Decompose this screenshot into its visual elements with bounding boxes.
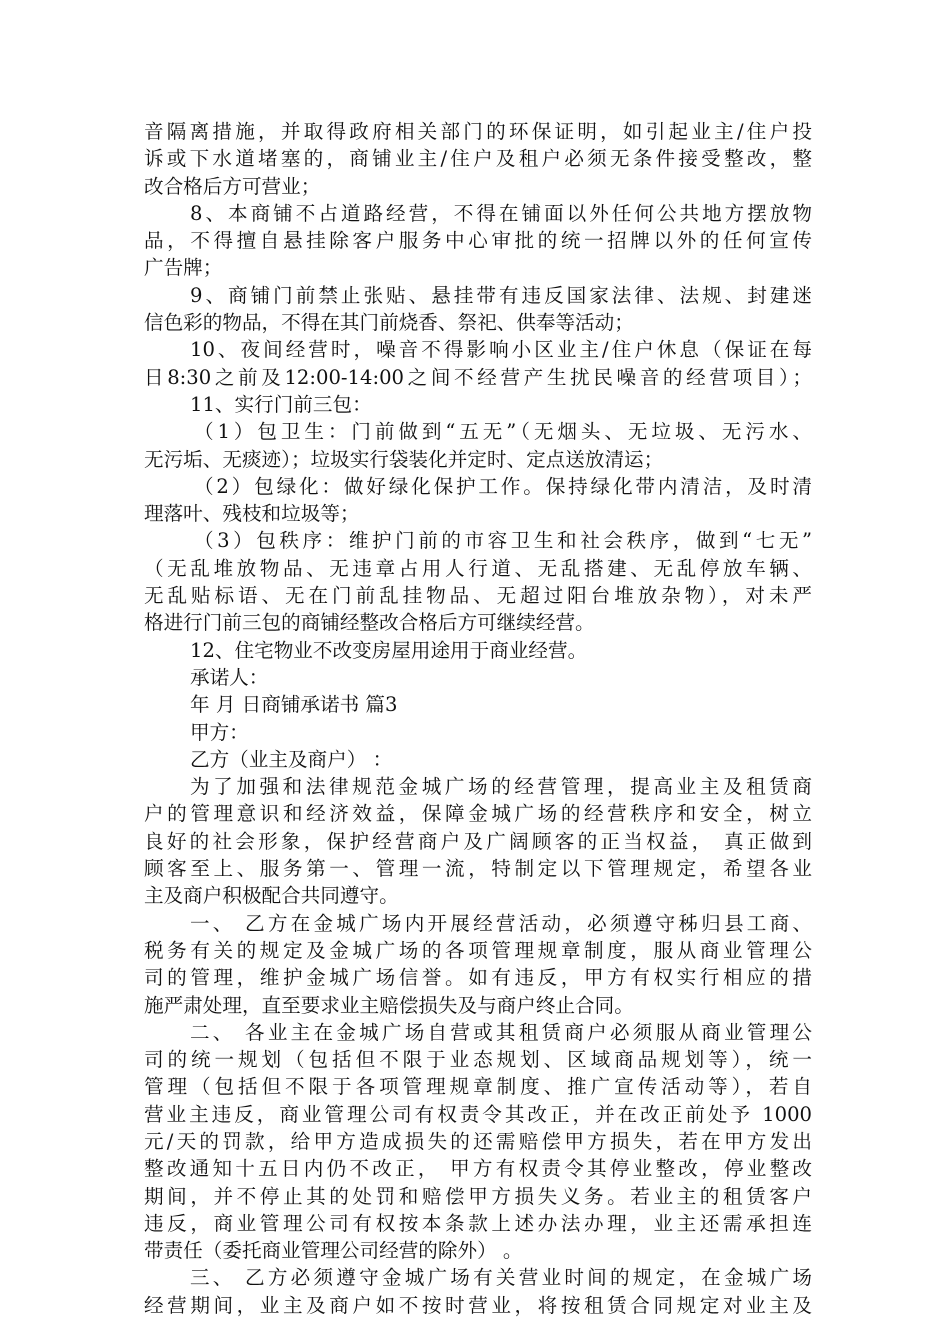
text-line: 承诺人： <box>190 665 269 689</box>
text-line: 营业主违反，商业管理公司有权责令其改正，并在改正前处予 1000 <box>144 1102 812 1126</box>
text-line: （无乱堆放物品、无违章占用人行道、无乱搭建、无乱停放车辆、 <box>144 556 812 580</box>
text-line: 12、住宅物业不改变房屋用途用于商业经营。 <box>190 638 588 662</box>
text-line: 一、 乙方在金城广场内开展经营活动，必须遵守秭归县工商、 <box>190 911 812 935</box>
text-line: 无污垢、无痰迹）；垃圾实行袋装化并定时、定点送放清运； <box>144 447 664 471</box>
text-line: 9、商铺门前禁止张贴、悬挂带有违反国家法律、法规、封建迷 <box>190 283 812 307</box>
text-line: 元/天的罚款，给甲方造成损失的还需赔偿甲方损失，若在甲方发出 <box>144 1129 812 1153</box>
text-line: 音隔离措施，并取得政府相关部门的环保证明，如引起业主/住户投 <box>144 120 812 143</box>
text-line: 格进行门前三包的商铺经整改合格后方可继续经营。 <box>144 611 595 635</box>
text-line: 良好的社会形象，保护经营商户及广阔顾客的正当权益， 真正做到 <box>144 829 812 853</box>
text-line: 税务有关的规定及金城广场的各项管理规章制度，服从商业管理公 <box>144 938 812 962</box>
text-line: 10、夜间经营时，噪音不得影响小区业主/住户休息（保证在每 <box>190 338 812 362</box>
text-line: 主及商户积极配合共同遵守。 <box>144 884 399 908</box>
text-line: 施严肃处理，直至要求业主赔偿损失及与商户终止合同。 <box>144 993 634 1017</box>
text-line: 诉或下水道堵塞的，商铺业主/住户及租户必须无条件接受整改，整 <box>144 147 812 171</box>
text-line: 三、 乙方必须遵守金城广场有关营业时间的规定，在金城广场 <box>190 1266 812 1290</box>
text-line: 期间，并不停止其的处罚和赔偿甲方损失义务。若业主的租赁客户 <box>144 1184 812 1208</box>
text-line: 无乱贴标语、无在门前乱挂物品、无超过阳台堆放杂物），对未严 <box>144 584 812 608</box>
text-line: 广告牌； <box>144 256 223 280</box>
text-line: 管理（包括但不限于各项管理规章制度、推广宣传活动等），若自 <box>144 1075 812 1099</box>
text-line: 甲方： <box>190 720 249 744</box>
text-line: 8、本商铺不占道路经营，不得在铺面以外任何公共地方摆放物 <box>190 201 812 225</box>
text-line: 整改通知十五日内仍不改正， 甲方有权责令其停业整改，停业整改 <box>144 1157 812 1181</box>
text-line: 经营期间，业主及商户如不按时营业，将按租赁合同规定对业主及 <box>144 1293 812 1317</box>
text-line: 顾客至上、服务第一、管理一流，特制定以下管理规定，希望各业 <box>144 857 812 881</box>
text-line: 带责任（委托商业管理公司经营的除外） 。 <box>144 1239 523 1263</box>
text-line: 理落叶、残枝和垃圾等； <box>144 502 360 526</box>
document-page <box>144 118 812 1319</box>
text-line: （2）包绿化：做好绿化保护工作。保持绿化带内清洁，及时清 <box>194 474 812 498</box>
text-line: 为了加强和法律规范金城广场的经营管理，提高业主及租赁商 <box>190 775 812 799</box>
text-line: 年 月 日商铺承诺书 篇3 <box>190 693 398 717</box>
text-line: 11、实行门前三包： <box>190 392 372 416</box>
text-line: 品，不得擅自悬挂除客户服务中心审批的统一招牌以外的任何宣传 <box>144 229 812 253</box>
text-line: （1）包卫生：门前做到“五无”（无烟头、无垃圾、无污水、 <box>194 420 812 444</box>
text-line: 改合格后方可营业； <box>144 174 321 198</box>
text-line: 司的统一规划（包括但不限于业态规划、区域商品规划等），统一 <box>144 1048 812 1072</box>
text-line: 二、 各业主在金城广场自营或其租赁商户必须服从商业管理公 <box>190 1020 812 1044</box>
text-line: 信色彩的物品，不得在其门前烧香、祭祀、供奉等活动； <box>144 311 634 335</box>
text-line: 日8:30之前及12:00-14:00之间不经营产生扰民噪音的经营项目）； <box>144 365 812 389</box>
text-line: 违反，商业管理公司有权按本条款上述办法办理，业主还需承担连 <box>144 1211 812 1235</box>
text-line: 司的管理，维护金城广场信誉。如有违反，甲方有权实行相应的措 <box>144 966 812 990</box>
text-line: 户的管理意识和经济效益，保障金城广场的经营秩序和安全，树立 <box>144 802 812 826</box>
text-line: 乙方（业主及商户） ： <box>190 747 393 771</box>
text-line: （3）包秩序：维护门前的市容卫生和社会秩序，做到“七无” <box>194 529 812 553</box>
